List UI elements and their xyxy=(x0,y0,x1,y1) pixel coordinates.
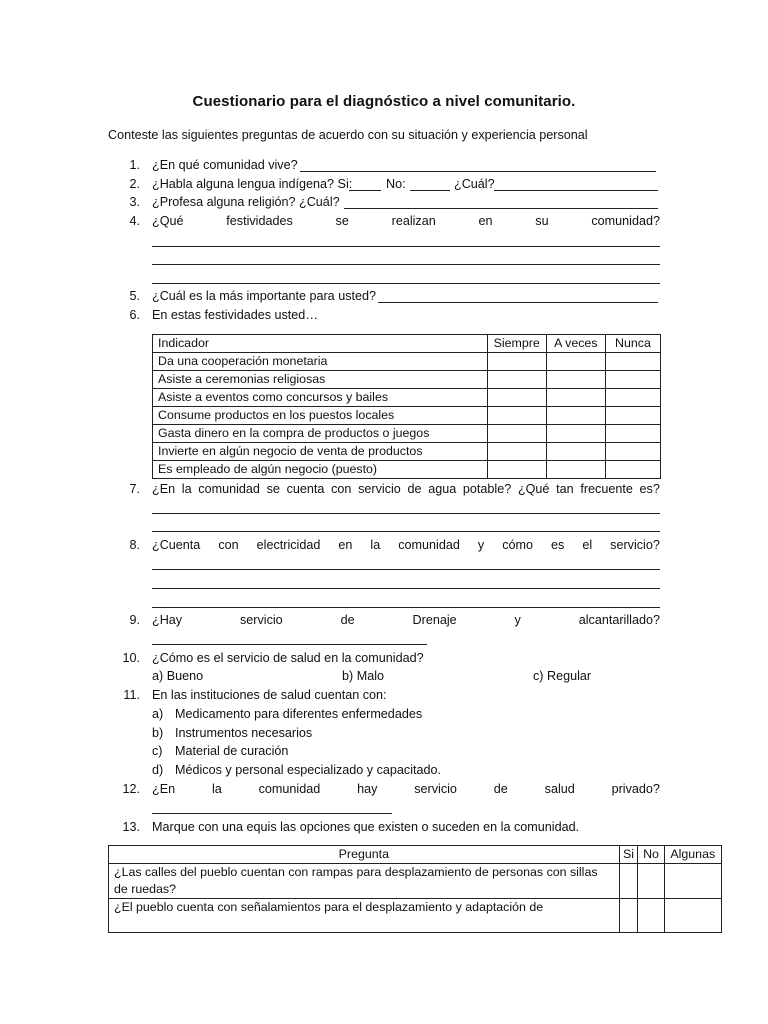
column-header: A veces xyxy=(546,335,605,353)
festivities-table xyxy=(152,334,661,479)
row-label: Es empleado de algún negocio (puesto) xyxy=(153,461,488,479)
siempre-cell[interactable] xyxy=(487,371,546,389)
column-header: Nunca xyxy=(605,335,660,353)
row-label: Da una cooperación monetaria xyxy=(153,353,488,371)
option-regular[interactable]: c) Regular xyxy=(533,669,592,683)
answer-line[interactable] xyxy=(152,283,660,284)
question-number: 3. xyxy=(129,195,140,209)
question-text: ¿Profesa alguna religión? ¿Cuál? xyxy=(152,195,340,209)
answer-line[interactable] xyxy=(152,513,660,514)
siempre-cell[interactable] xyxy=(487,461,546,479)
a-veces-cell[interactable] xyxy=(546,443,605,461)
nunca-cell[interactable] xyxy=(605,371,660,389)
row-label: Consume productos en los puestos locales xyxy=(153,407,488,425)
si-cell[interactable] xyxy=(619,864,638,899)
nunca-cell[interactable] xyxy=(605,443,660,461)
question-number: 9. xyxy=(129,613,140,627)
table-header-row xyxy=(109,846,722,864)
option-malo[interactable]: b) Malo xyxy=(342,669,384,683)
question-number: 2. xyxy=(129,177,140,191)
question-text: ¿Cuál es la más importante para usted? xyxy=(152,289,377,303)
option-material[interactable]: Material de curación xyxy=(175,744,289,758)
siempre-cell[interactable] xyxy=(487,353,546,371)
column-header: Indicador xyxy=(153,335,488,353)
answer-line-si[interactable] xyxy=(349,190,381,191)
question-number: 6. xyxy=(129,308,140,322)
table-row xyxy=(153,425,661,443)
question-text: ¿Qué festividades se realizan en su comunidad? xyxy=(152,214,660,228)
option-instrumentos[interactable]: Instrumentos necesarios xyxy=(175,726,313,740)
question-text: ¿Habla alguna lengua indígena? Si: xyxy=(152,177,353,191)
a-veces-cell[interactable] xyxy=(546,389,605,407)
option-letter: b) xyxy=(152,726,164,740)
answer-line-no[interactable] xyxy=(410,190,450,191)
table-row xyxy=(153,443,661,461)
question-text: ¿En qué comunidad vive? xyxy=(152,158,298,172)
question-text: ¿En la comunidad se cuenta con servicio de agua potable? ¿Qué tan frecuente es? xyxy=(152,482,660,496)
nunca-cell[interactable] xyxy=(605,425,660,443)
question-number: 12. xyxy=(122,782,140,796)
answer-line[interactable] xyxy=(152,813,392,814)
column-header: No xyxy=(638,846,664,864)
column-header: Pregunta xyxy=(109,846,620,864)
question-number: 1. xyxy=(129,158,140,172)
table-row xyxy=(153,461,661,479)
table-row xyxy=(153,371,661,389)
question-number: 10. xyxy=(122,651,140,665)
question-number: 5. xyxy=(129,289,140,303)
question-text: En estas festividades usted… xyxy=(152,308,318,322)
question-number: 11. xyxy=(123,688,140,702)
answer-line[interactable] xyxy=(152,264,660,265)
a-veces-cell[interactable] xyxy=(546,407,605,425)
table-row xyxy=(153,407,661,425)
answer-line[interactable] xyxy=(152,569,660,570)
answer-line[interactable] xyxy=(300,171,656,172)
question-number: 13. xyxy=(122,820,140,834)
question-text: Marque con una equis las opciones que existen o suceden en la comunidad. xyxy=(152,820,580,834)
option-bueno[interactable]: a) Bueno xyxy=(152,669,204,683)
question-text: ¿En la comunidad hay servicio de salud privado? xyxy=(152,782,660,796)
answer-line[interactable] xyxy=(152,588,660,589)
answer-line[interactable] xyxy=(152,607,660,608)
question-number: 7. xyxy=(129,482,140,496)
option-letter: c) xyxy=(152,744,163,758)
siempre-cell[interactable] xyxy=(487,443,546,461)
document-title: Cuestionario para el diagnóstico a nivel comunitario. xyxy=(192,93,576,110)
answer-line[interactable] xyxy=(378,302,658,303)
siempre-cell[interactable] xyxy=(487,425,546,443)
table-row xyxy=(153,353,661,371)
option-letter: a) xyxy=(152,707,164,721)
nunca-cell[interactable] xyxy=(605,389,660,407)
algunas-cell[interactable] xyxy=(664,864,721,899)
a-veces-cell[interactable] xyxy=(546,425,605,443)
option-medicamento[interactable]: Medicamento para diferentes enfermedades xyxy=(175,707,423,721)
option-medicos[interactable]: Médicos y personal especializado y capacitado. xyxy=(175,763,442,777)
a-veces-cell[interactable] xyxy=(546,461,605,479)
column-header: Si xyxy=(619,846,638,864)
option-letter: d) xyxy=(152,763,164,777)
no-label: No: xyxy=(386,177,406,191)
nunca-cell[interactable] xyxy=(605,461,660,479)
question-text: ¿Hay servicio de Drenaje y alcantarillado? xyxy=(152,613,660,627)
question-number: 8. xyxy=(129,538,140,552)
answer-line[interactable] xyxy=(152,644,427,645)
nunca-cell[interactable] xyxy=(605,353,660,371)
column-header: Siempre xyxy=(487,335,546,353)
siempre-cell[interactable] xyxy=(487,407,546,425)
community-table xyxy=(108,845,722,933)
a-veces-cell[interactable] xyxy=(546,353,605,371)
answer-line-cual[interactable] xyxy=(494,190,658,191)
no-cell[interactable] xyxy=(638,899,664,933)
row-label: Asiste a ceremonias religiosas xyxy=(153,371,488,389)
table-row xyxy=(153,389,661,407)
nunca-cell[interactable] xyxy=(605,407,660,425)
table-header-row xyxy=(153,335,661,353)
cual-label: ¿Cuál? xyxy=(454,177,495,191)
row-label: Invierte en algún negocio de venta de productos xyxy=(153,443,488,461)
question-text: En las instituciones de salud cuentan con: xyxy=(152,688,387,702)
siempre-cell[interactable] xyxy=(487,389,546,407)
question-number: 4. xyxy=(129,214,140,228)
no-cell[interactable] xyxy=(638,864,664,899)
algunas-cell[interactable] xyxy=(664,899,721,933)
row-question: ¿Las calles del pueblo cuentan con rampas para desplazamiento de personas con sillas de ruedas? xyxy=(109,864,620,899)
row-label: Gasta dinero en la compra de productos o juegos xyxy=(153,425,488,443)
table-row xyxy=(109,899,722,933)
a-veces-cell[interactable] xyxy=(546,371,605,389)
answer-line[interactable] xyxy=(152,531,660,532)
instructions: Conteste las siguientes preguntas de acuerdo con su situación y experiencia personal xyxy=(108,128,588,142)
table-row xyxy=(109,864,722,899)
question-text: ¿Cuenta con electricidad en la comunidad y cómo es el servicio? xyxy=(152,538,660,552)
si-cell[interactable] xyxy=(619,899,638,933)
row-label: Asiste a eventos como concursos y bailes xyxy=(153,389,488,407)
question-text: ¿Cómo es el servicio de salud en la comunidad? xyxy=(152,651,424,665)
answer-line[interactable] xyxy=(344,208,658,209)
column-header: Algunas xyxy=(664,846,721,864)
row-question: ¿El pueblo cuenta con señalamientos para el desplazamiento y adaptación de xyxy=(109,899,620,933)
answer-line[interactable] xyxy=(152,246,660,247)
